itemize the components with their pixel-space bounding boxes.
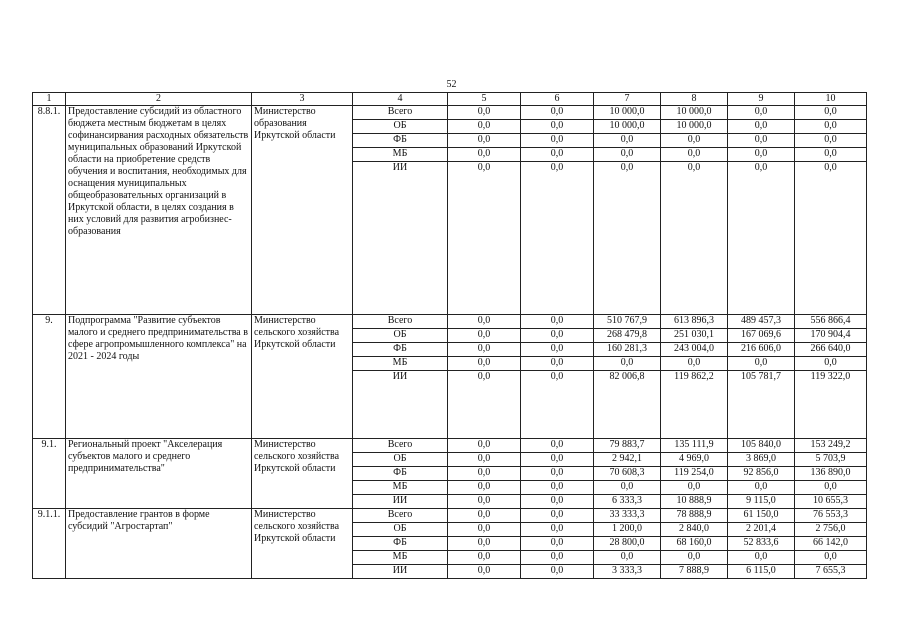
row-name: Предоставление грантов в форме субсидий "Агростартап" [66,509,252,579]
row-name: Региональный проект "Акселерация субъектов малого и среднего предпринимательства" [66,439,252,509]
value-cell: 70 608,3 [594,467,661,481]
row-executor: Министерство образования Иркутской области [252,106,353,315]
value-cell: 0,0 [728,106,795,120]
value-cell: 0,0 [795,162,867,315]
value-cell: 266 640,0 [795,343,867,357]
value-cell: 0,0 [448,357,521,371]
value-cell: 0,0 [521,120,594,134]
budget-table [32,92,867,579]
value-cell: 3 333,3 [594,565,661,579]
value-cell: 153 249,2 [795,439,867,453]
value-cell: 0,0 [448,315,521,329]
value-cell: 6 333,3 [594,495,661,509]
col-header: 9 [728,93,795,106]
row-executor: Министерство сельского хозяйства Иркутской области [252,509,353,579]
value-cell: 0,0 [448,537,521,551]
value-cell: 170 904,4 [795,329,867,343]
col-header: 10 [795,93,867,106]
value-cell: 28 800,0 [594,537,661,551]
value-cell: 0,0 [661,134,728,148]
table-row [33,509,867,523]
value-cell: 0,0 [448,162,521,315]
value-cell: 136 890,0 [795,467,867,481]
value-cell: 0,0 [521,371,594,439]
value-cell: 10 000,0 [594,106,661,120]
value-cell: 556 866,4 [795,315,867,329]
value-cell: 0,0 [594,134,661,148]
value-cell: 10 655,3 [795,495,867,509]
value-cell: 2 942,1 [594,453,661,467]
funding-source: ФБ [353,134,448,148]
value-cell: 7 888,9 [661,565,728,579]
funding-source: ИИ [353,565,448,579]
value-cell: 216 606,0 [728,343,795,357]
row-code: 9.1. [33,439,66,509]
funding-source: Всего [353,315,448,329]
value-cell: 0,0 [521,481,594,495]
value-cell: 0,0 [521,537,594,551]
row-executor: Министерство сельского хозяйства Иркутской области [252,439,353,509]
funding-source: Всего [353,439,448,453]
value-cell: 0,0 [521,134,594,148]
value-cell: 489 457,3 [728,315,795,329]
value-cell: 0,0 [728,357,795,371]
value-cell: 613 896,3 [661,315,728,329]
table-body [33,93,867,579]
funding-source: ОБ [353,453,448,467]
value-cell: 0,0 [448,148,521,162]
value-cell: 61 150,0 [728,509,795,523]
value-cell: 78 888,9 [661,509,728,523]
value-cell: 0,0 [448,467,521,481]
value-cell: 0,0 [795,120,867,134]
funding-source: ФБ [353,467,448,481]
funding-source: ОБ [353,329,448,343]
value-cell: 510 767,9 [594,315,661,329]
table-row [33,439,867,453]
value-cell: 0,0 [521,439,594,453]
value-cell: 0,0 [448,134,521,148]
col-header: 4 [353,93,448,106]
value-cell: 0,0 [448,106,521,120]
value-cell: 10 000,0 [661,120,728,134]
table-row [33,315,867,329]
col-header: 8 [661,93,728,106]
col-header: 6 [521,93,594,106]
col-header: 7 [594,93,661,106]
funding-source: МБ [353,481,448,495]
value-cell: 2 756,0 [795,523,867,537]
row-code: 9.1.1. [33,509,66,579]
value-cell: 82 006,8 [594,371,661,439]
row-code: 9. [33,315,66,439]
value-cell: 79 883,7 [594,439,661,453]
value-cell: 0,0 [448,343,521,357]
value-cell: 9 115,0 [728,495,795,509]
funding-source: ИИ [353,371,448,439]
value-cell: 0,0 [728,134,795,148]
value-cell: 0,0 [795,357,867,371]
funding-source: МБ [353,551,448,565]
funding-source: МБ [353,357,448,371]
value-cell: 0,0 [521,453,594,467]
value-cell: 3 869,0 [728,453,795,467]
value-cell: 10 000,0 [594,120,661,134]
funding-source: ФБ [353,537,448,551]
value-cell: 0,0 [521,106,594,120]
funding-source: ИИ [353,495,448,509]
row-name: Подпрограмма "Развитие субъектов малого и среднего предпринимательства в сфере агропромышленного комплекса" на 2021 - 2024 годы [66,315,252,439]
value-cell: 0,0 [448,439,521,453]
value-cell: 66 142,0 [795,537,867,551]
col-header: 2 [66,93,252,106]
value-cell: 0,0 [448,565,521,579]
value-cell: 2 840,0 [661,523,728,537]
value-cell: 0,0 [795,134,867,148]
value-cell: 135 111,9 [661,439,728,453]
value-cell: 119 862,2 [661,371,728,439]
value-cell: 68 160,0 [661,537,728,551]
value-cell: 0,0 [795,481,867,495]
row-executor: Министерство сельского хозяйства Иркутской области [252,315,353,439]
value-cell: 251 030,1 [661,329,728,343]
value-cell: 52 833,6 [728,537,795,551]
value-cell: 119 322,0 [795,371,867,439]
value-cell: 0,0 [594,148,661,162]
value-cell: 76 553,3 [795,509,867,523]
value-cell: 4 969,0 [661,453,728,467]
value-cell: 0,0 [521,509,594,523]
value-cell: 167 069,6 [728,329,795,343]
row-code: 8.8.1. [33,106,66,315]
value-cell: 0,0 [521,357,594,371]
header-row [33,93,867,106]
value-cell: 0,0 [521,565,594,579]
col-header: 5 [448,93,521,106]
col-header: 1 [33,93,66,106]
value-cell: 6 115,0 [728,565,795,579]
value-cell: 0,0 [661,148,728,162]
funding-source: Всего [353,509,448,523]
value-cell: 1 200,0 [594,523,661,537]
value-cell: 0,0 [448,523,521,537]
value-cell: 0,0 [448,551,521,565]
funding-source: ОБ [353,523,448,537]
value-cell: 105 781,7 [728,371,795,439]
value-cell: 5 703,9 [795,453,867,467]
value-cell: 0,0 [521,467,594,481]
value-cell: 0,0 [594,162,661,315]
value-cell: 0,0 [594,357,661,371]
value-cell: 92 856,0 [728,467,795,481]
row-name: Предоставление субсидий из областного бюджета местным бюджетам в целях софинансирвания расходных обязательств муниципальных образований Иркутской области на приобретение средств обучения и воспитания, необходимых для оснащения муниципальных общеобразовательных организаций в Иркутской области, в целях создания в них условий для развития агробизнес-образования [66,106,252,315]
value-cell: 0,0 [448,120,521,134]
value-cell: 0,0 [661,162,728,315]
value-cell: 0,0 [448,453,521,467]
funding-source: Всего [353,106,448,120]
value-cell: 0,0 [728,481,795,495]
funding-source: МБ [353,148,448,162]
value-cell: 0,0 [521,329,594,343]
value-cell: 243 004,0 [661,343,728,357]
value-cell: 0,0 [521,315,594,329]
value-cell: 268 479,8 [594,329,661,343]
value-cell: 119 254,0 [661,467,728,481]
value-cell: 0,0 [448,495,521,509]
table-row [33,106,867,120]
col-header: 3 [252,93,353,106]
value-cell: 0,0 [728,551,795,565]
value-cell: 0,0 [521,148,594,162]
funding-source: ФБ [353,343,448,357]
value-cell: 160 281,3 [594,343,661,357]
value-cell: 0,0 [521,523,594,537]
value-cell: 0,0 [661,357,728,371]
value-cell: 0,0 [448,509,521,523]
value-cell: 2 201,4 [728,523,795,537]
value-cell: 0,0 [521,495,594,509]
funding-source: ИИ [353,162,448,315]
value-cell: 0,0 [448,371,521,439]
funding-source: ОБ [353,120,448,134]
value-cell: 10 000,0 [661,106,728,120]
value-cell: 7 655,3 [795,565,867,579]
value-cell: 0,0 [661,481,728,495]
value-cell: 105 840,0 [728,439,795,453]
value-cell: 0,0 [448,329,521,343]
value-cell: 0,0 [521,343,594,357]
value-cell: 0,0 [594,481,661,495]
value-cell: 0,0 [661,551,728,565]
value-cell: 0,0 [795,551,867,565]
value-cell: 33 333,3 [594,509,661,523]
value-cell: 0,0 [728,162,795,315]
value-cell: 0,0 [795,148,867,162]
value-cell: 0,0 [448,481,521,495]
value-cell: 0,0 [728,120,795,134]
value-cell: 10 888,9 [661,495,728,509]
value-cell: 0,0 [795,106,867,120]
page-number: 52 [446,79,457,90]
value-cell: 0,0 [728,148,795,162]
value-cell: 0,0 [521,162,594,315]
value-cell: 0,0 [594,551,661,565]
value-cell: 0,0 [521,551,594,565]
